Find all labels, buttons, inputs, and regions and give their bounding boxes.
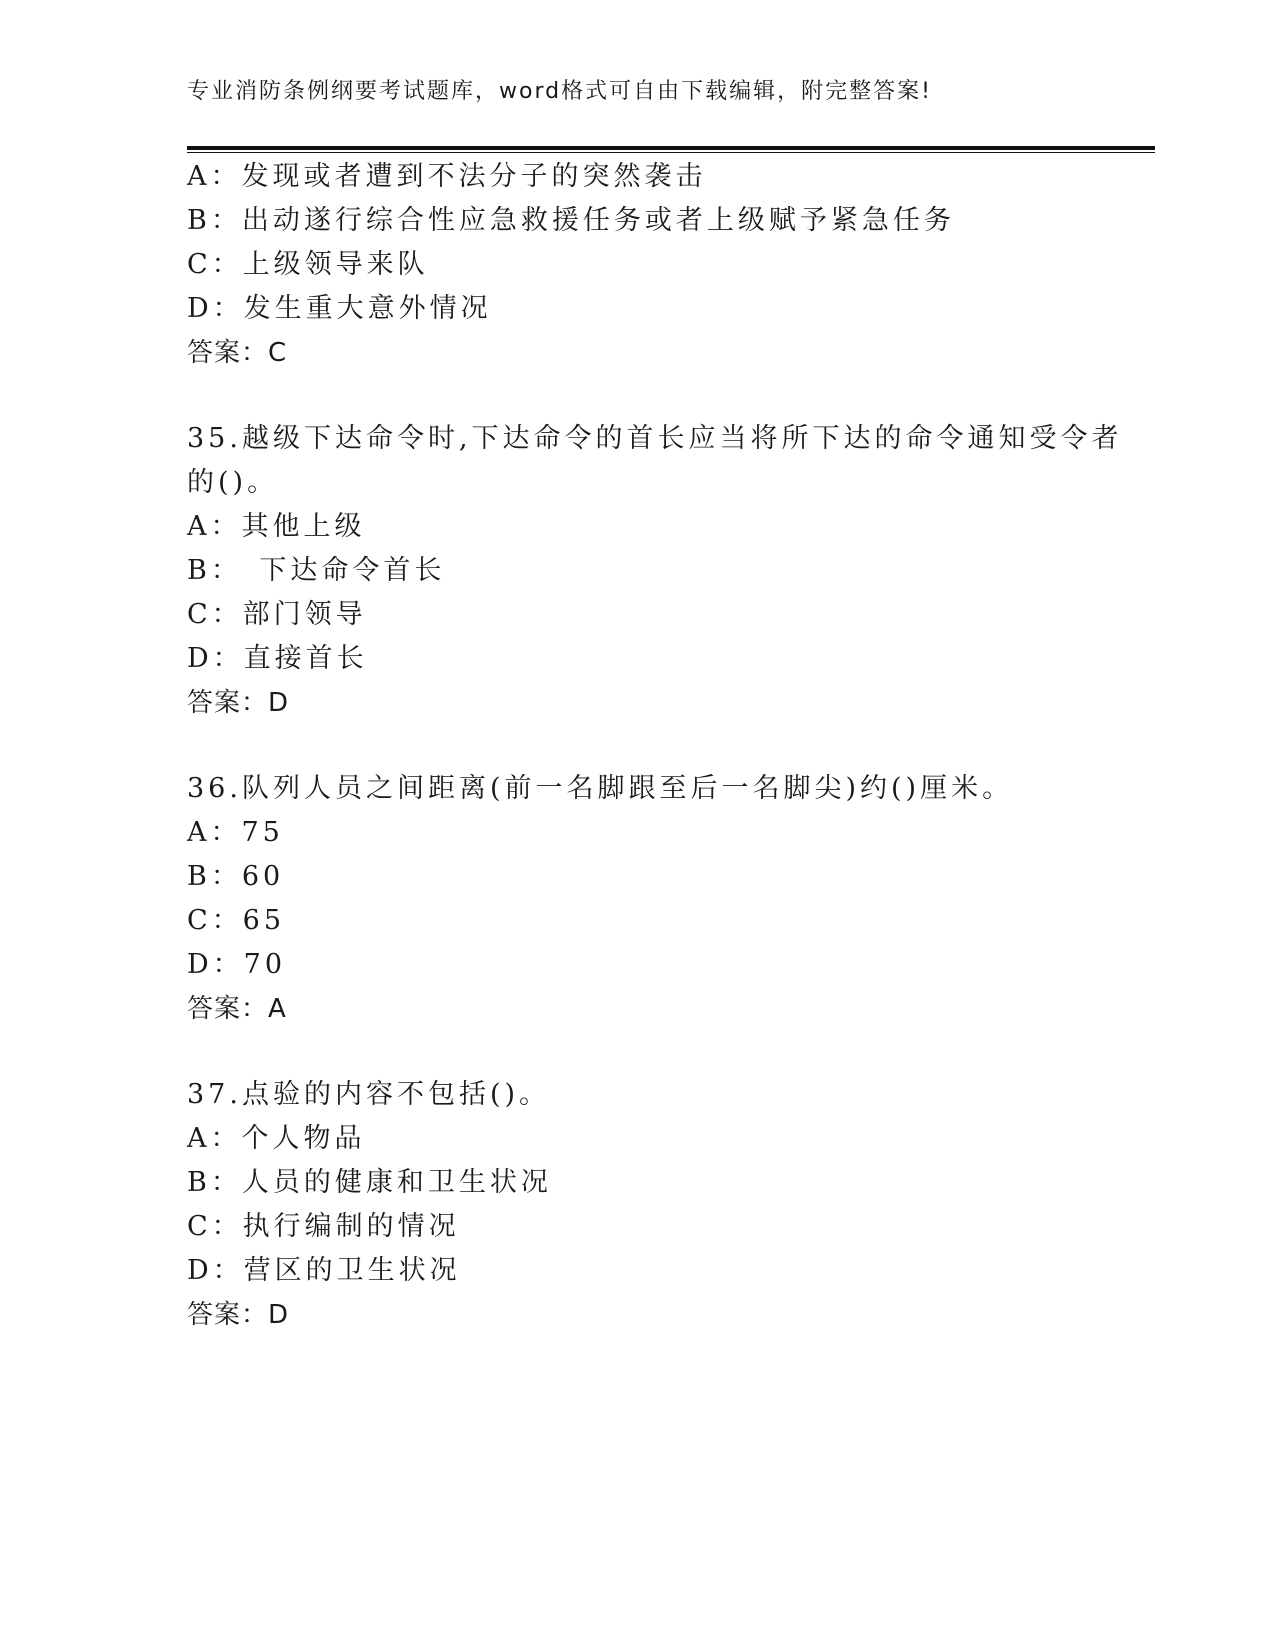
q36-option-d: D：70 (187, 949, 287, 980)
header-rule-thin (187, 152, 1155, 153)
q37-option-b: B：人员的健康和卫生状况 (187, 1167, 552, 1198)
q35-option-d: D：直接首长 (187, 643, 368, 674)
q37-stem-line1: 37.点验的内容不包括()。 (187, 1079, 551, 1110)
header-rule (187, 146, 1155, 153)
q35-option-b: B： 下达命令首长 (187, 555, 446, 586)
q34-option-c: C：上级领导来队 (187, 249, 429, 280)
q34-option-b: B：出动遂行综合性应急救援任务或者上级赋予紧急任务 (187, 205, 955, 236)
q36-option-c: C：65 (187, 905, 286, 936)
q36-stem-line1: 36.队列人员之间距离(前一名脚跟至后一名脚尖)约()厘米。 (187, 773, 1014, 804)
q36-option-a: A：75 (187, 817, 284, 848)
q37-option-d: D：营区的卫生状况 (187, 1255, 461, 1286)
q37-option-c: C：执行编制的情况 (187, 1211, 460, 1242)
q34-option-d: D：发生重大意外情况 (187, 293, 492, 324)
q35-option-a: A：其他上级 (187, 511, 366, 542)
q34-option-a: A：发现或者遭到不法分子的突然袭击 (187, 161, 707, 192)
q35-stem-line1: 35.越级下达命令时,下达命令的首长应当将所下达的命令通知受令者 (187, 423, 1123, 454)
q35-answer: 答案：D (187, 688, 290, 718)
q34-answer: 答案：C (187, 338, 288, 368)
q36-option-b: B：60 (187, 861, 285, 892)
q36-answer: 答案：A (187, 994, 287, 1024)
header-rule-thick (187, 146, 1155, 150)
q37-option-a: A：个人物品 (187, 1123, 366, 1154)
q37-answer: 答案：D (187, 1300, 290, 1330)
q35-stem-line2: 的()。 (187, 467, 279, 498)
page-header: 专业消防条例纲要考试题库，word格式可自由下载编辑，附完整答案! (187, 79, 932, 104)
q35-option-c: C：部门领导 (187, 599, 367, 630)
